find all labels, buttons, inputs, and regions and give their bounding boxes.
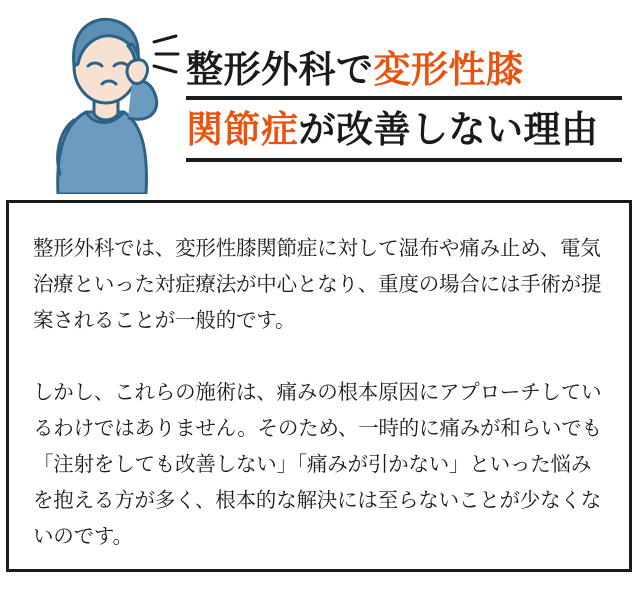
body-paragraph-1: 整形外科では、変形性膝関節症に対して湿布や痛み止め、電気治療といった対症療法が中心となり、重度の場合には手術が提案されることが一般的です。 bbox=[33, 237, 602, 332]
title-line-1-highlight: 変形性膝 bbox=[373, 49, 524, 90]
title-line-2-suffix: が改善しない理由 bbox=[298, 109, 599, 150]
body-paragraph-2: しかし、これらの施術は、痛みの根本原因にアプローチしているわけではありません。そのため、一時的に痛みが和らいでも「注射をしても改善しない」「痛みが引かない」といった悩みを抱える方が多く、根本的な解決には至らないことが少なくないのです。 bbox=[33, 381, 602, 548]
title-line-1 bbox=[186, 44, 634, 96]
header bbox=[0, 0, 640, 196]
title-line-2-highlight: 関節症 bbox=[186, 109, 299, 150]
title-underline-2 bbox=[186, 158, 622, 162]
title-line-2 bbox=[186, 104, 634, 156]
body-text-box bbox=[6, 200, 632, 572]
page-title bbox=[186, 44, 634, 156]
title-underline-1 bbox=[186, 96, 622, 100]
title-line-1-prefix: 整形外科で bbox=[186, 49, 374, 90]
body-text-inner bbox=[9, 203, 629, 555]
